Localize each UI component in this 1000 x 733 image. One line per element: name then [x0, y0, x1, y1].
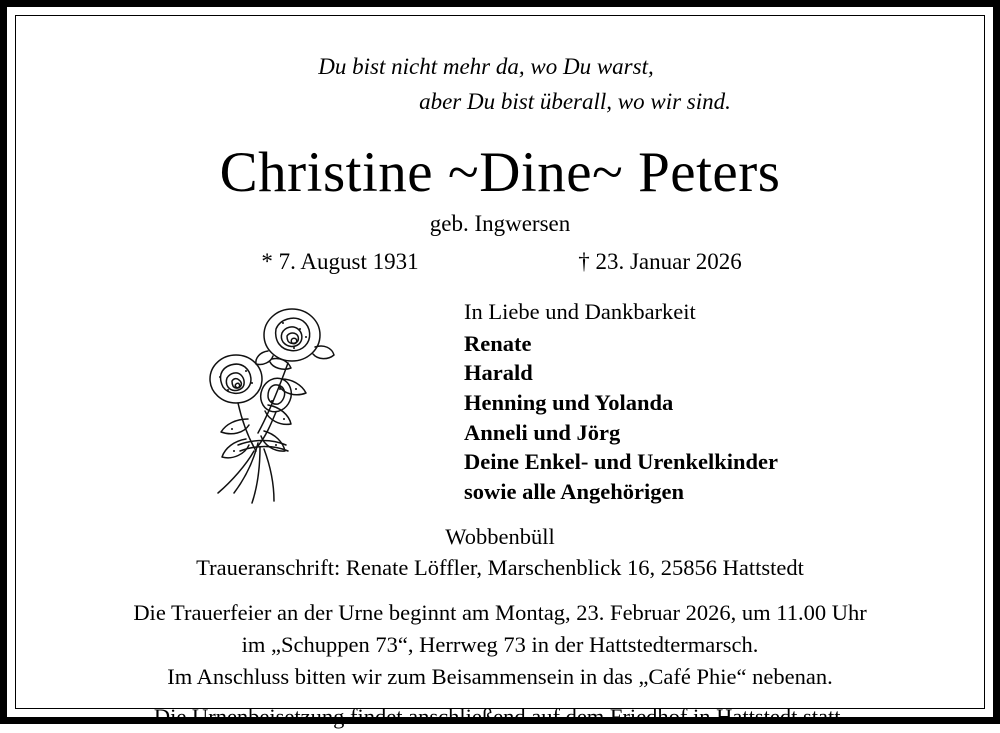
life-dates [16, 249, 984, 275]
birth-date: * 7. August 1931 [261, 248, 419, 274]
obituary-inner-frame [15, 15, 985, 729]
footer-spacer [16, 693, 984, 701]
family-member: Renate [464, 330, 532, 356]
family-intro: In Liebe und Dankbarkeit [464, 298, 696, 324]
family-member: Harald [464, 360, 533, 386]
deceased-maiden-name: geb. Ingwersen [429, 210, 571, 236]
family-member: Anneli und Jörg [464, 419, 621, 445]
family-member: Deine Enkel- und Urenkelkinder [464, 449, 779, 475]
family-member: sowie alle Angehörigen [464, 478, 684, 504]
deceased-name: Christine ~Dine~ Peters [219, 141, 781, 204]
middle-section [16, 293, 984, 519]
family-list [464, 297, 778, 507]
motto-quote [16, 50, 984, 119]
motto-line-2: aber Du bist überall, wo wir sind. [419, 88, 731, 114]
service-details [16, 597, 984, 733]
motto-line-1: Du bist nicht mehr da, wo Du warst, [318, 54, 654, 79]
family-member: Henning und Yolanda [464, 389, 674, 415]
mourning-address: Traueranschrift: Renate Löffler, Marschenblick 16, 25856 Hattstedt [196, 554, 804, 580]
service-line-2: im „Schuppen 73“, Herrweg 73 in der Hattstedtermarsch. [241, 631, 759, 657]
death-date: † 23. Januar 2026 [578, 248, 742, 274]
place-name: Wobbenbüll [445, 523, 555, 549]
rose-bouquet-icon [176, 293, 366, 519]
service-line-4: Die Urnenbeisetzung findet anschließend auf dem Friedhof in Hattstedt statt. [153, 703, 847, 729]
service-line-1: Die Trauerfeier an der Urne beginnt am Montag, 23. Februar 2026, um 11.00 Uhr [133, 599, 867, 625]
service-line-3: Im Anschluss bitten wir zum Beisammensein in das „Café Phie“ nebenan. [167, 663, 833, 689]
